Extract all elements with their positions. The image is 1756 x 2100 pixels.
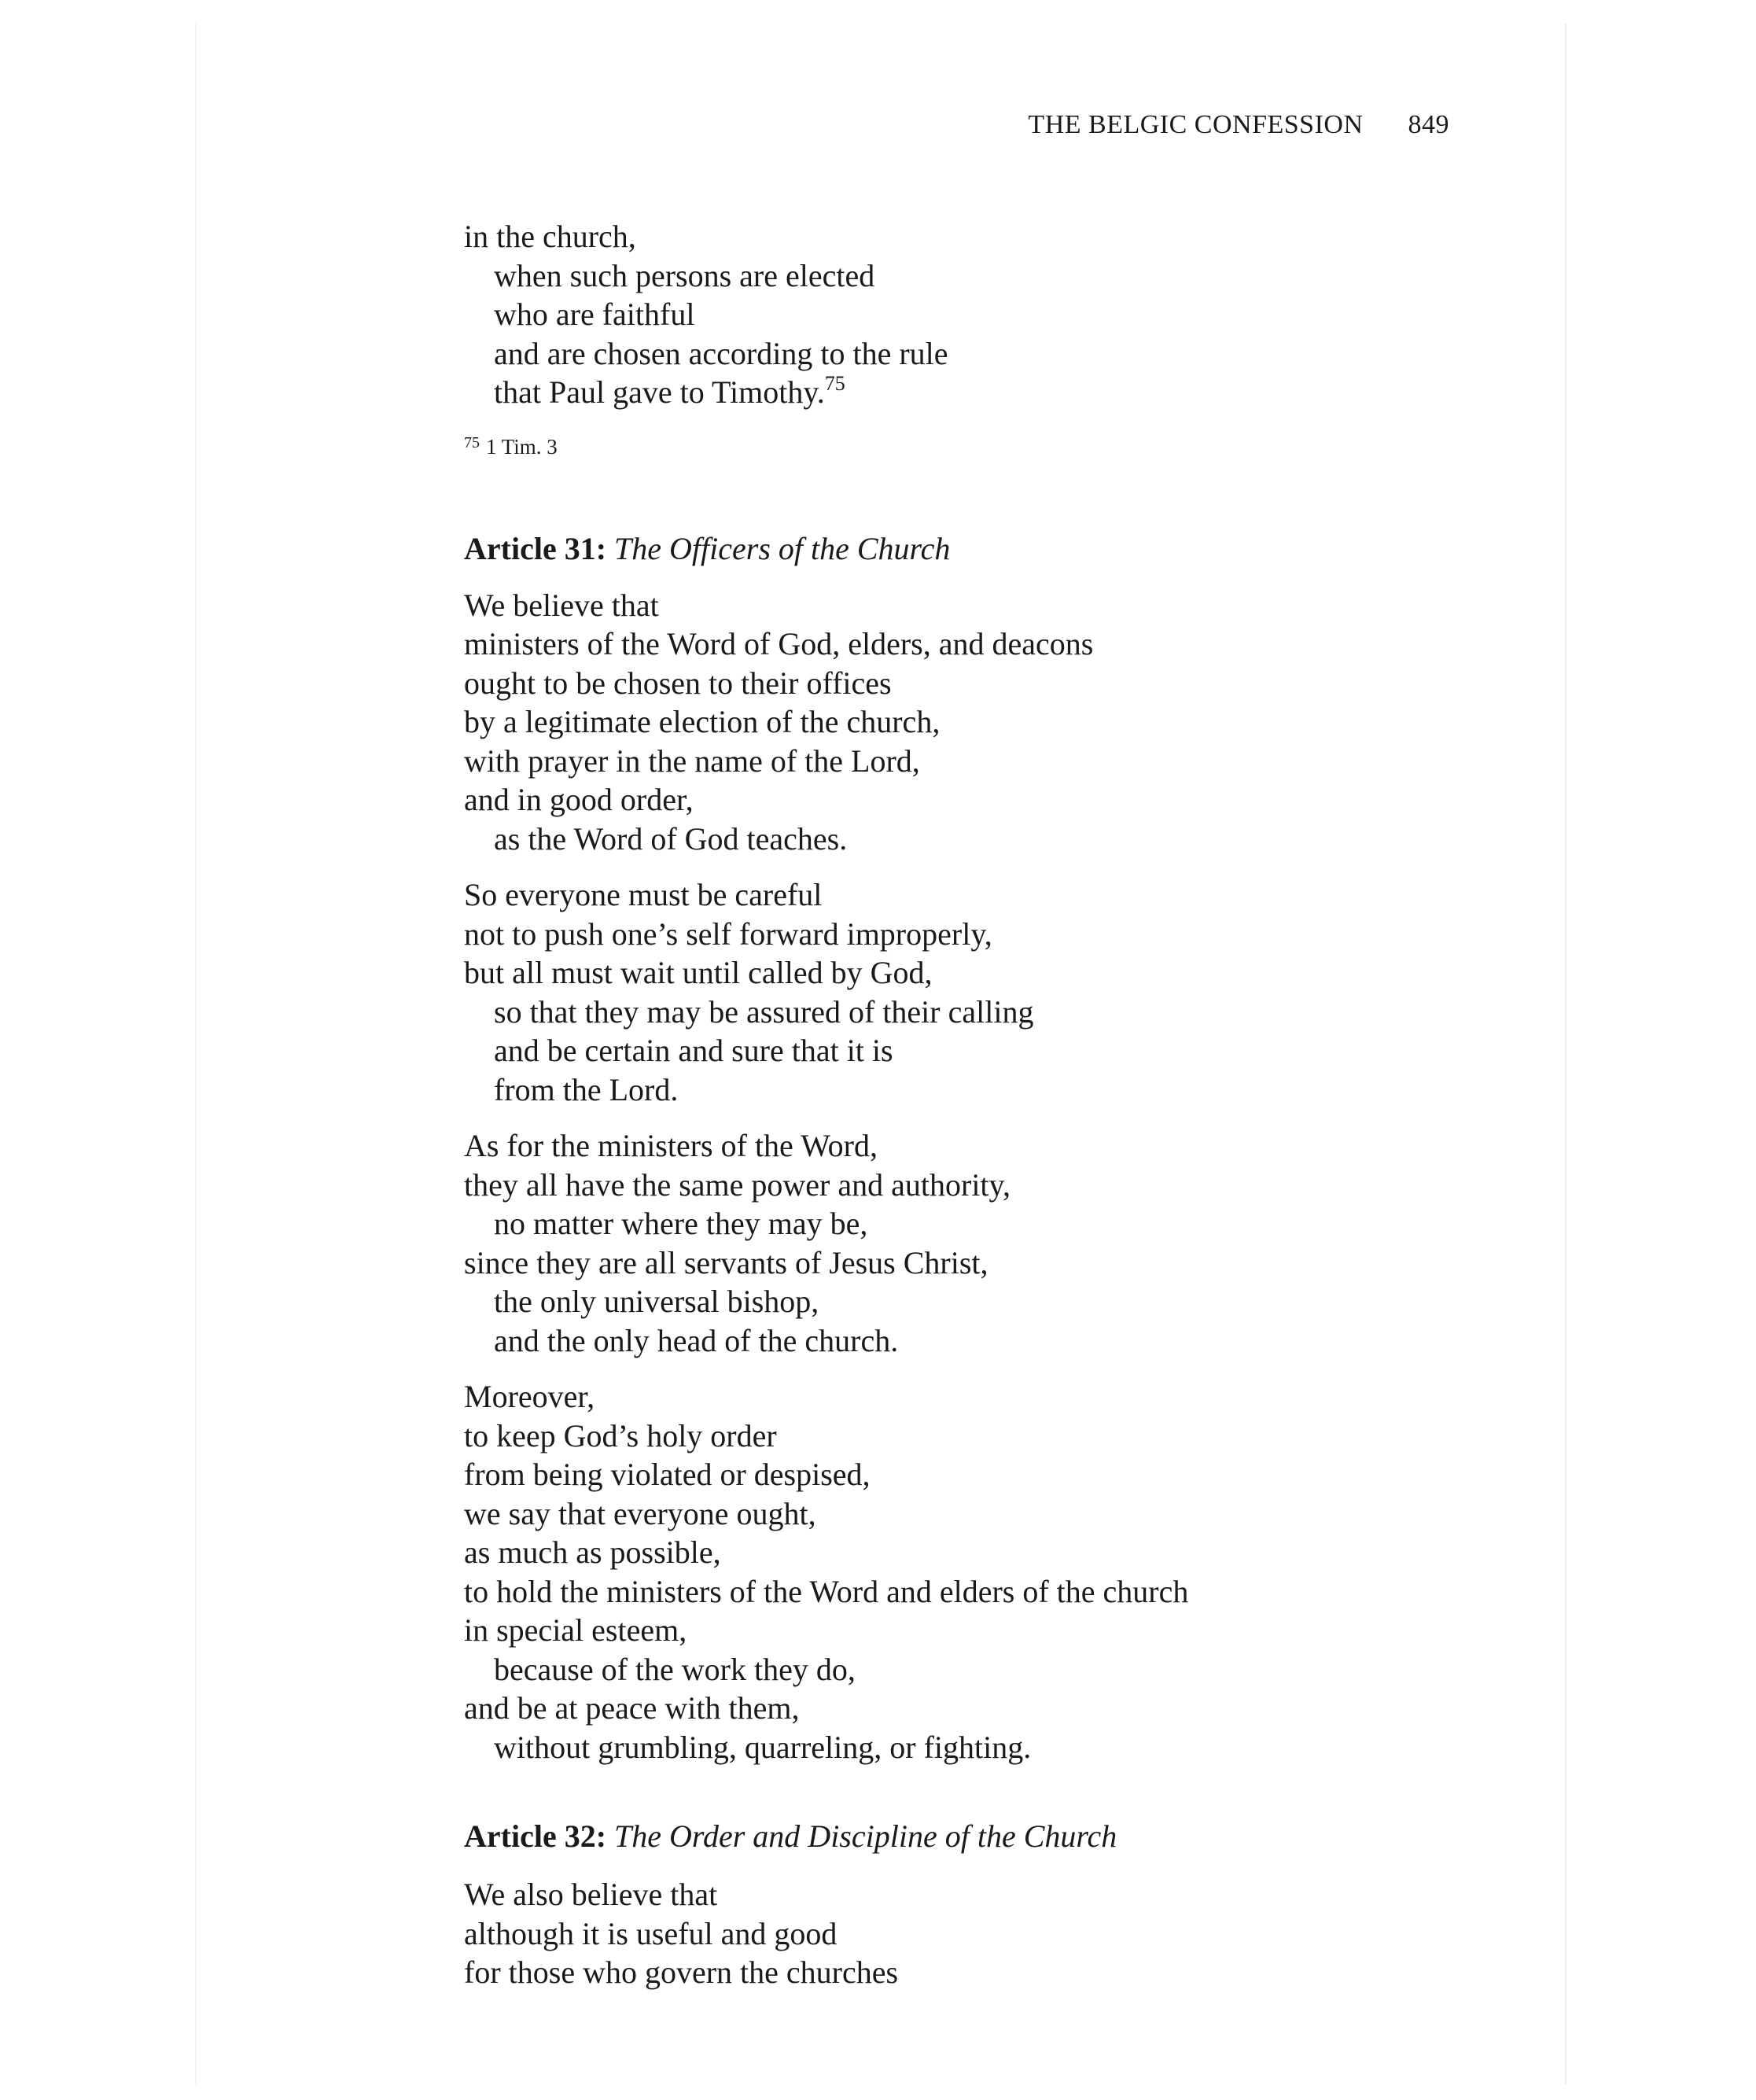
text-line <box>464 1572 1565 1612</box>
article-32-label: Article 32: <box>464 1818 607 1854</box>
text-line <box>464 256 1565 296</box>
text-line <box>464 334 1565 374</box>
stanza <box>464 875 1565 1109</box>
line-text: and be certain and sure that it is <box>494 1033 893 1068</box>
stanza <box>464 1126 1565 1360</box>
line-text: We believe that <box>464 587 659 623</box>
continuation-stanza <box>464 217 1565 412</box>
stanza <box>464 1377 1565 1767</box>
line-text: ministers of the Word of God, elders, and deacons <box>464 626 1094 661</box>
article-32-body <box>464 1875 1565 1992</box>
text-line <box>464 1166 1565 1205</box>
text-line <box>464 1953 1565 1992</box>
line-text: to hold the ministers of the Word and elders of the church <box>464 1573 1189 1609</box>
text-line <box>464 217 1565 256</box>
article-31-heading <box>464 529 1565 569</box>
text-line <box>464 702 1565 742</box>
line-text: So everyone must be careful <box>464 877 823 912</box>
footnote-reference: 75 <box>824 372 845 395</box>
line-text: no matter where they may be, <box>494 1206 868 1241</box>
line-text: and be at peace with them, <box>464 1690 800 1726</box>
text-line <box>464 1377 1565 1417</box>
article-31-title: The Officers of the Church <box>614 530 951 566</box>
footnote-text: 1 Tim. 3 <box>486 434 558 459</box>
running-title: THE BELGIC CONFESSION <box>1028 110 1364 139</box>
line-text: the only universal bishop, <box>494 1284 819 1319</box>
footnote <box>464 431 1565 459</box>
text-line <box>464 1126 1565 1166</box>
article-31-label: Article 31: <box>464 530 607 566</box>
text-line <box>464 1204 1565 1243</box>
line-text: to keep God’s holy order <box>464 1417 777 1453</box>
line-text: ought to be chosen to their offices <box>464 665 892 701</box>
line-text: Moreover, <box>464 1379 595 1414</box>
stanza <box>464 1875 1565 1992</box>
footnote-mark: 75 <box>464 433 480 451</box>
line-text: with prayer in the name of the Lord, <box>464 742 920 779</box>
text-line <box>464 1321 1565 1361</box>
text-line <box>464 780 1565 820</box>
page-number: 849 <box>1408 110 1449 139</box>
line-text: for those who govern the churches <box>464 1954 899 1990</box>
line-text: since they are all servants of Jesus Christ, <box>464 1244 988 1280</box>
text-line <box>464 1689 1565 1728</box>
text-line <box>464 1875 1565 1914</box>
text-line <box>464 1650 1565 1689</box>
line-text: without grumbling, quarreling, or fighting. <box>494 1729 1032 1765</box>
line-text: by a legitimate election of the church, <box>464 704 941 739</box>
line-text: they all have the same power and authority, <box>464 1166 1011 1203</box>
text-line <box>464 993 1565 1032</box>
line-text: as the Word of God teaches. <box>494 820 848 857</box>
text-line <box>464 624 1565 664</box>
stanza <box>464 586 1565 859</box>
text-line <box>464 1494 1565 1534</box>
article-31-body <box>464 586 1565 1767</box>
line-text: but all must wait until called by God, <box>464 955 933 990</box>
line-text: and in good order, <box>464 782 694 817</box>
line-text: who are faithful <box>494 297 695 332</box>
running-header <box>1028 110 1449 140</box>
line-text: and the only head of the church. <box>494 1322 899 1358</box>
line-text: we say that everyone ought, <box>464 1495 816 1531</box>
line-text: not to push one’s self forward improperly, <box>464 916 992 952</box>
text-line <box>464 1282 1565 1321</box>
line-text: that Paul gave to Timothy. <box>494 374 825 410</box>
text-line <box>464 1728 1565 1767</box>
line-text: We also believe that <box>464 1877 718 1912</box>
line-text: although it is useful and good <box>464 1915 838 1951</box>
line-text: and are chosen according to the rule <box>494 335 948 371</box>
article-32-heading <box>464 1817 1565 1856</box>
line-text: from being violated or despised, <box>464 1457 871 1492</box>
text-line <box>464 1417 1565 1456</box>
text-line <box>464 875 1565 915</box>
line-text: because of the work they do, <box>494 1651 856 1687</box>
text-line <box>464 1070 1565 1110</box>
text-line <box>464 1243 1565 1283</box>
text-line <box>464 1533 1565 1572</box>
article-32-title: The Order and Discipline of the Church <box>614 1818 1117 1854</box>
text-line <box>464 953 1565 993</box>
page-body <box>464 217 1565 2010</box>
text-line <box>464 742 1565 781</box>
text-line <box>464 295 1565 334</box>
line-text: in special esteem, <box>464 1612 687 1648</box>
text-line <box>464 1455 1565 1494</box>
text-line <box>464 1031 1565 1070</box>
line-text: As for the ministers of the Word, <box>464 1128 878 1163</box>
text-line <box>464 586 1565 625</box>
line-text: when such persons are elected <box>494 257 875 293</box>
text-line <box>464 1611 1565 1650</box>
text-line <box>464 664 1565 703</box>
line-text: from the Lord. <box>494 1071 679 1107</box>
text-line <box>464 373 1565 412</box>
line-text: so that they may be assured of their calling <box>494 993 1034 1030</box>
text-line <box>464 820 1565 859</box>
text-line <box>464 1914 1565 1954</box>
text-line <box>464 915 1565 954</box>
line-text: in the church, <box>464 219 636 254</box>
line-text: as much as possible, <box>464 1534 721 1570</box>
